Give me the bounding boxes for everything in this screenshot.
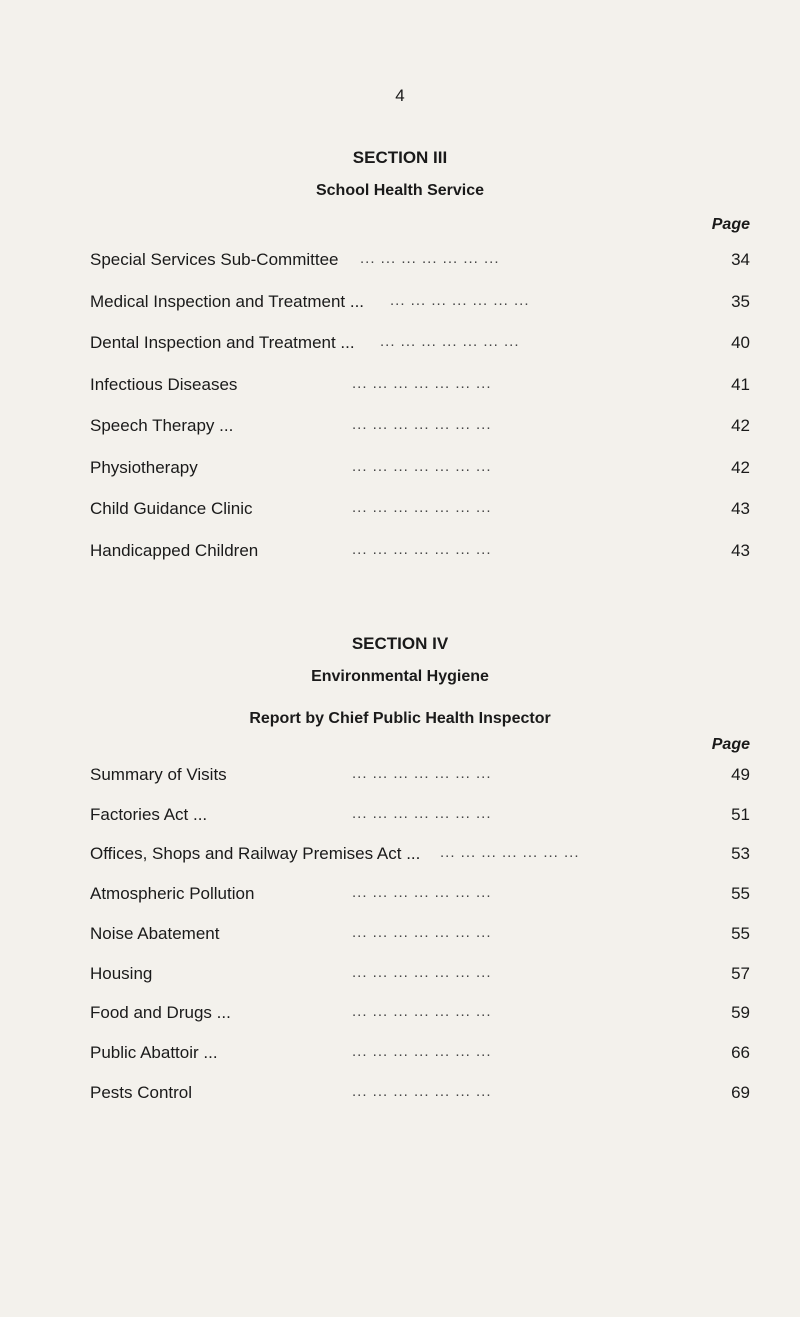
section-4-subtitle: Environmental Hygiene <box>311 668 489 685</box>
toc-entry-label: Pests Control <box>90 1082 193 1102</box>
toc-entry <box>90 250 750 274</box>
toc-entry <box>90 765 750 789</box>
dot-leader: ... ... ... ... ... ... ... <box>380 333 520 350</box>
report-heading: Report by Chief Public Health Inspector <box>249 710 551 727</box>
toc-entry-label: Physiotherapy <box>90 457 198 477</box>
toc-entry <box>90 1003 750 1027</box>
dot-leader: ... ... ... ... ... ... ... <box>352 416 492 433</box>
toc-entry <box>90 1043 750 1067</box>
toc-entry-page: 34 <box>731 250 750 269</box>
toc-entry-label: Factories Act ... <box>90 804 208 824</box>
dot-leader: ... ... ... ... ... ... ... <box>440 844 580 862</box>
toc-entry-page: 43 <box>731 540 750 560</box>
toc-entry-page: 59 <box>731 1003 750 1023</box>
toc-entry <box>90 541 750 565</box>
toc-entry-label: Dental Inspection and Treatment ... <box>90 333 355 352</box>
toc-entry-page: 49 <box>731 765 750 784</box>
toc-entry-label: Noise Abatement <box>90 923 220 943</box>
dot-leader: ... ... ... ... ... ... ... <box>352 540 492 558</box>
dot-leader: ... ... ... ... ... ... ... <box>352 1042 492 1060</box>
toc-entry-page: 42 <box>731 457 750 477</box>
dot-leader: ... ... ... ... ... ... ... <box>352 804 492 822</box>
toc-entry <box>90 1083 750 1107</box>
toc-entry <box>90 375 750 399</box>
dot-leader: ... ... ... ... ... ... ... <box>352 884 492 902</box>
toc-entry-label: Child Guidance Clinic <box>90 499 253 518</box>
toc-entry-page: 57 <box>731 963 750 983</box>
toc-entry-page: 69 <box>731 1082 750 1102</box>
dot-leader: ... ... ... ... ... ... ... <box>352 765 492 782</box>
toc-entry <box>90 964 750 988</box>
toc-entry <box>90 884 750 908</box>
toc-entry-page: 55 <box>731 884 750 904</box>
dot-leader: ... ... ... ... ... ... ... <box>390 291 530 309</box>
toc-entry-page: 41 <box>731 374 750 394</box>
toc-entry <box>90 844 750 868</box>
section-4-title: SECTION IV <box>351 634 449 653</box>
toc-entry <box>90 416 750 440</box>
dot-leader: ... ... ... ... ... ... ... <box>352 1082 492 1100</box>
toc-entry-label: Offices, Shops and Railway Premises Act ... <box>90 844 421 864</box>
dot-leader: ... ... ... ... ... ... ... <box>352 457 492 475</box>
toc-entry-label: Speech Therapy ... <box>90 416 234 435</box>
dot-leader: ... ... ... ... ... ... ... <box>352 923 492 941</box>
section-3-title: SECTION III <box>352 148 448 167</box>
section-3-subtitle: School Health Service <box>315 182 485 199</box>
section-4-page-label: Page <box>711 736 750 753</box>
dot-leader: ... ... ... ... ... ... ... <box>352 963 492 981</box>
toc-entry-page: 53 <box>731 844 750 864</box>
toc-entry-label: Atmospheric Pollution <box>90 884 255 904</box>
toc-entry-page: 66 <box>731 1042 750 1062</box>
toc-entry-page: 35 <box>731 291 750 311</box>
toc-entry <box>90 292 750 316</box>
toc-entry-page: 51 <box>731 804 750 824</box>
toc-entry <box>90 805 750 829</box>
dot-leader: ... ... ... ... ... ... ... <box>360 250 500 267</box>
toc-entry-label: Housing <box>90 963 153 983</box>
toc-entry-label: Food and Drugs ... <box>90 1003 231 1023</box>
toc-entry-label: Public Abattoir ... <box>90 1042 218 1062</box>
toc-entry-page: 43 <box>731 499 750 518</box>
section-3-page-label: Page <box>711 216 750 233</box>
toc-entry-label: Special Services Sub-Committee <box>90 250 339 269</box>
toc-entry-label: Summary of Visits <box>90 765 227 784</box>
dot-leader: ... ... ... ... ... ... ... <box>352 499 492 516</box>
toc-entry-label: Medical Inspection and Treatment ... <box>90 291 365 311</box>
dot-leader: ... ... ... ... ... ... ... <box>352 374 492 392</box>
toc-entry-page: 40 <box>731 333 750 352</box>
page-number: 4 <box>395 86 405 105</box>
dot-leader: ... ... ... ... ... ... ... <box>352 1003 492 1021</box>
toc-entry <box>90 924 750 948</box>
toc-entry-label: Infectious Diseases <box>90 374 238 394</box>
toc-entry-page: 42 <box>731 416 750 435</box>
toc-entry <box>90 458 750 482</box>
toc-entry <box>90 333 750 357</box>
toc-entry-label: Handicapped Children <box>90 540 259 560</box>
toc-entry-page: 55 <box>731 923 750 943</box>
toc-entry <box>90 499 750 523</box>
